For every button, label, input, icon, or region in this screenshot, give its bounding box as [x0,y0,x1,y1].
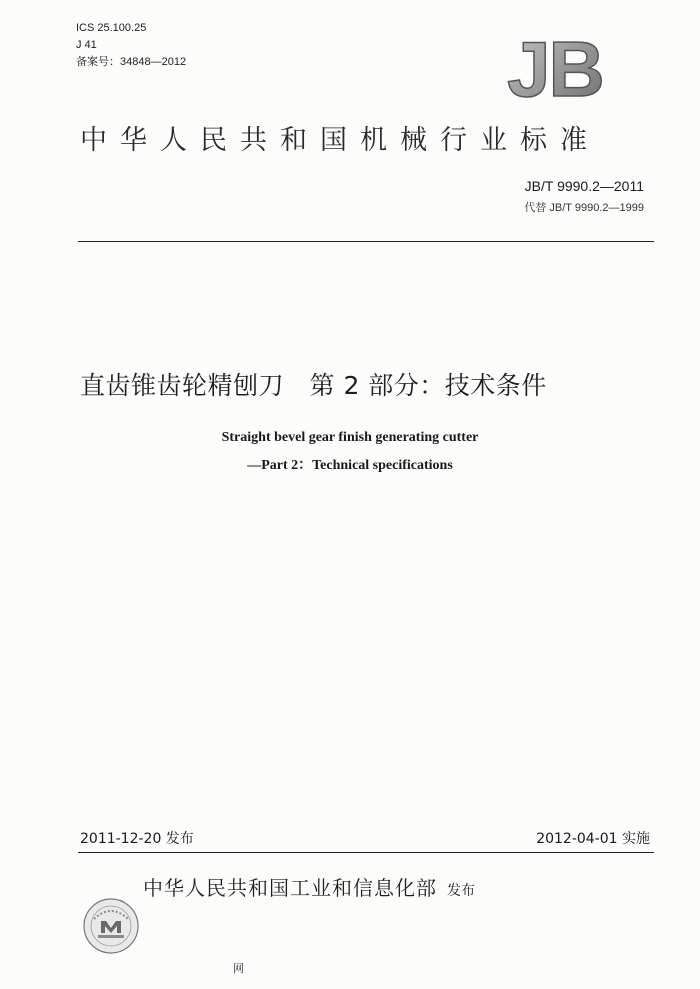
document-title-en-line2: —Part 2：Technical specifications [247,458,453,473]
replaces-standard: 代替 JB/T 9990.2—1999 [524,202,644,214]
issuer-suffix: 发布 [447,883,475,899]
issue-date: 2011-12-20 发布 [80,831,194,847]
ics-code: ICS 25.100.25 [76,22,147,34]
classification-block [76,20,186,71]
jb-logo-icon [490,34,620,104]
document-title-en-line1: Straight bevel gear finish generating cutter [221,430,479,445]
jb-logo-text: JB [507,34,603,104]
document-title-cn: 直齿锥齿轮精刨刀 第 2 部分：技术条件 [80,371,547,400]
record-number: 备案号：34848—2012 [76,56,187,68]
footer-divider [78,852,654,853]
implementation-date: 2012-04-01 实施 [536,831,650,847]
ministry-seal-icon [82,897,140,955]
standard-title: 中华人民共和国机械行业标准 [80,125,600,156]
issuer-name: 中华人民共和国工业和信息化部 [143,876,437,900]
footer-mark: 网 [233,962,244,975]
ccs-code: J 41 [76,39,97,51]
header-divider [78,241,654,242]
issuing-authority [143,872,475,901]
standard-number: JB/T 9990.2—2011 [524,178,644,194]
